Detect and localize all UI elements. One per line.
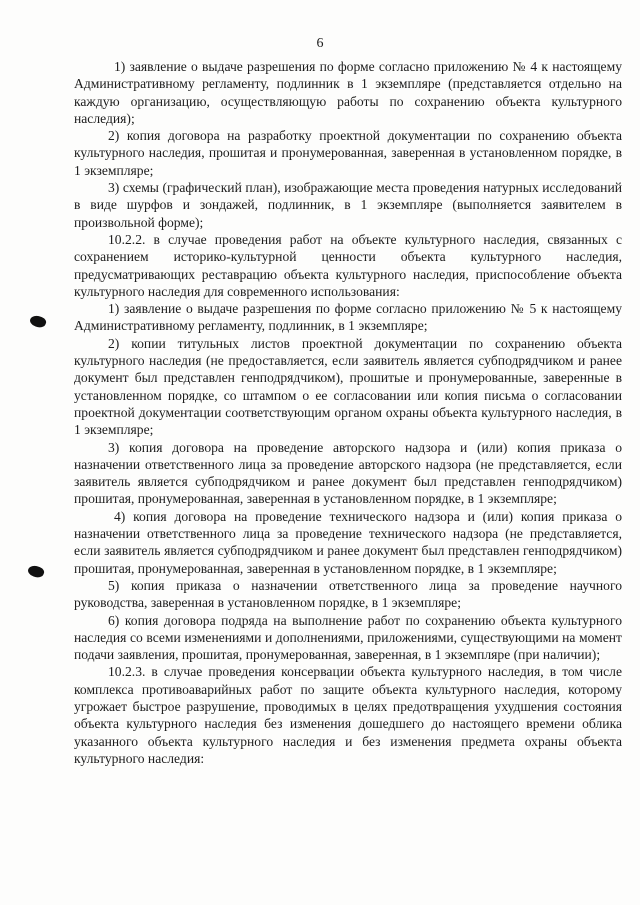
paragraph: 10.2.2. в случае проведения работ на объекте культурного наследия, связанных с сохранением историко-культурной ценности объекта культурного наследия, предусматривающих реставрацию объекта культурного наследия, приспособление объекта культурного наследия для современного использования: bbox=[74, 231, 622, 299]
paragraph: 10.2.3. в случае проведения консервации объекта культурного наследия, в том числе комплекса противоаварийных работ по защите объекта культурного наследия, которому угрожает быстрое разрушение, проводимых в целях предотвращения ухудшения состояния объекта культурного наследия без изменения дошедшего до настоящего времени облика указанного объекта культурного наследия и без изменения предмета охраны объекта культурного наследия: bbox=[74, 664, 622, 766]
paragraph: 1) заявление о выдаче разрешения по форме согласно приложению № 5 к настоящему Административному регламенту, подлинник, в 1 экземпляре; bbox=[74, 301, 622, 334]
paragraph: 4) копия договора на проведение технического надзора и (или) копия приказа о назначении ответственного лица за проведение технического надзора (не представляется, если заявитель является субподрядчиком и ранее документ был представлен генподрядчиком) прошитая, пронумерованная, заверенная в установленном порядке, в 1 экземпляре; bbox=[74, 508, 622, 576]
page-number: 6 bbox=[316, 36, 324, 51]
paragraph: 5) копия приказа о назначении ответственного лица за проведение научного руководства, заверенная в установленном порядке, в 1 экземпляре; bbox=[74, 577, 622, 611]
document-body bbox=[74, 58, 622, 767]
paragraph: 1) заявление о выдаче разрешения по форме согласно приложению № 4 к настоящему Административному регламенту, подлинник в 1 экземпляре (представляется отдельно на каждую организацию, осуществляющую работы по сохранению объекта культурного наследия); bbox=[74, 59, 622, 126]
paragraph: 3) копия договора на проведение авторского надзора и (или) копия приказа о назначении ответственного лица за проведение авторского надзора (не представляется, если заявитель является субподрядчиком и ранее документ был представлен генподрядчиком) прошитая, пронумерованная, заверенная в установленном порядке, в 1 экземпляре; bbox=[74, 439, 622, 507]
paragraph: 3) схемы (графический план), изображающие места проведения натурных исследований в виде шурфов и зондажей, подлинник, в 1 экземпляре (выполняется заявителем в произвольной форме); bbox=[74, 180, 622, 230]
scan-mark-icon bbox=[29, 313, 48, 329]
paragraph: 2) копия договора на разработку проектной документации по сохранению объекта культурного наследия, прошитая и пронумерованная, заверенная в установленном порядке, в 1 экземпляре; bbox=[74, 128, 622, 178]
paragraph: 2) копии титульных листов проектной документации по сохранению объекта культурного наследия (не предоставляется, если заявитель является субподрядчиком и ранее документ был представлен генподрядчиком), прошитые и пронумерованные, заверенные в установленном порядке, со штампом о ее согласовании или копия письма о согласовании проектной документации соответствующим органом охраны объекта культурного наследия, в 1 экземпляре; bbox=[74, 335, 622, 438]
scan-mark-icon bbox=[27, 563, 46, 579]
paragraph: 6) копия договора подряда на выполнение работ по сохранению объекта культурного наследия со всеми изменениями и дополнениями, приложениями, существующими на момент подачи заявления, прошитая, пронумерованная, заверенная, в 1 экземпляре (при наличии); bbox=[74, 612, 622, 663]
